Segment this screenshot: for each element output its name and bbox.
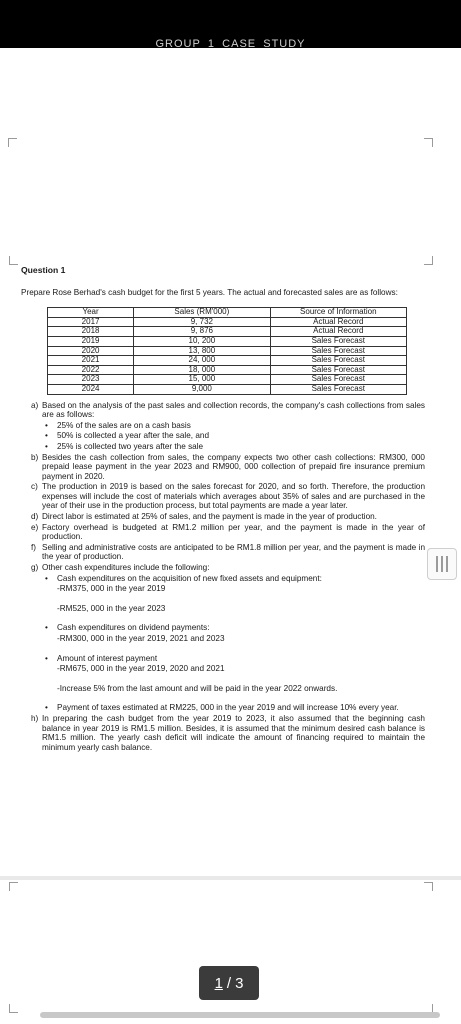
cell-source: Sales Forecast (270, 336, 406, 346)
question-intro: Prepare Rose Berhad's cash budget for the first 5 years. The actual and forecasted sales are as follows: (21, 287, 398, 297)
point-label: f) (31, 542, 37, 552)
cell-source: Sales Forecast (270, 356, 406, 366)
cell-year: 2021 (48, 356, 134, 366)
cell-source: Sales Forecast (270, 375, 406, 385)
bullet-text: 25% of the sales are on a cash basis (57, 420, 191, 430)
cell-sales: 15, 000 (134, 375, 270, 385)
page-1 (0, 48, 461, 264)
crop-mark (424, 256, 433, 265)
cell-sales: 10, 200 (134, 336, 270, 346)
list-item (31, 623, 425, 633)
point-label: c) (31, 482, 38, 492)
sub-item: -RM675, 000 in the year 2019, 2020 and 2021 (57, 664, 225, 674)
assumption-list (21, 401, 425, 753)
crop-mark (9, 1004, 18, 1013)
point-text: The production in 2019 is based on the sales forecast for 2020, and so forth. Therefore, the production expenses will include the cost of materials which averages about 35% of sales and are purchased in the year of their use in the production process, but total payments are made a year later. (42, 482, 425, 511)
crop-mark (9, 256, 18, 265)
page-separator: / (226, 974, 232, 992)
point-b (31, 453, 425, 482)
question-title: Question 1 (21, 265, 66, 275)
cell-source: Sales Forecast (270, 365, 406, 375)
cell-sales: 13, 800 (134, 346, 270, 356)
crop-mark (9, 882, 18, 891)
list-item (31, 431, 425, 441)
page-3 (0, 880, 461, 1024)
point-text: Selling and administrative costs are anticipated to be RM1.8 million per year, and the payment is made in the year of production. (42, 542, 425, 562)
cell-year: 2019 (48, 336, 134, 346)
point-label: d) (31, 512, 39, 522)
cell-year: 2017 (48, 317, 134, 327)
point-g (31, 563, 425, 573)
table-row (48, 336, 407, 346)
table-row (48, 384, 407, 394)
top-bar (0, 0, 461, 48)
bullet-icon: • (45, 703, 48, 713)
cell-year: 2020 (48, 346, 134, 356)
list-item (31, 574, 425, 584)
sales-table (47, 307, 407, 394)
bullet-text: 50% is collected a year after the sale, and (57, 431, 210, 441)
point-label: b) (31, 452, 39, 462)
question-content (21, 266, 425, 753)
cell-year: 2023 (48, 375, 134, 385)
point-text: Factory overhead is budgeted at RM1.2 million per year, and the payment is made in the year of production. (42, 522, 425, 542)
table-row (48, 375, 407, 385)
point-d (31, 512, 425, 522)
bullet-text: Cash expenditures on dividend payments: (57, 623, 210, 633)
cell-source: Sales Forecast (270, 346, 406, 356)
sub-item: -RM525, 000 in the year 2023 (57, 603, 166, 613)
header-source: Source of Information (270, 308, 406, 318)
cell-sales: 24, 000 (134, 356, 270, 366)
bullet-icon: • (45, 420, 48, 430)
point-label: g) (31, 563, 39, 573)
cell-source: Actual Record (270, 327, 406, 337)
list-item (31, 421, 425, 431)
page-indicator[interactable] (199, 966, 259, 1000)
cell-sales: 9,000 (134, 384, 270, 394)
list-item (31, 442, 425, 452)
cell-sales: 18, 000 (134, 365, 270, 375)
list-item (31, 654, 425, 664)
point-label: e) (31, 522, 39, 532)
bullet-icon: • (45, 431, 48, 441)
table-row (48, 356, 407, 366)
bullet-icon: • (45, 623, 48, 633)
bullet-text: Amount of interest payment (57, 653, 158, 663)
cell-source: Actual Record (270, 317, 406, 327)
horizontal-scrollbar[interactable] (40, 1012, 440, 1018)
bullet-text: Payment of taxes estimated at RM225, 000 in the year 2019 and will increase 10% every year. (57, 703, 399, 713)
current-page: 1 (214, 974, 223, 992)
cell-sales: 9, 732 (134, 317, 270, 327)
document-title: GROUP_1_CASE_STUDY (155, 38, 306, 48)
point-text: Other cash expenditures include the following: (42, 563, 210, 573)
cell-year: 2018 (48, 327, 134, 337)
page-2 (0, 256, 461, 876)
bullet-icon: • (45, 573, 48, 583)
bullet-text: 25% is collected two years after the sale (57, 441, 204, 451)
point-a (31, 401, 425, 420)
point-text: In preparing the cash budget from the year 2019 to 2023, it also assumed that the beginning cash balance in year 2019 is RM1.5 million. Besides, it is assumed that the minimum desired cash balance is RM1.5 million. The yearly cash deficit will indicate the amount of financing required to maintain the minimum yearly cash balance. (42, 713, 425, 752)
point-c (31, 482, 425, 511)
table-header-row (48, 308, 407, 318)
scroll-handle[interactable] (427, 548, 457, 580)
cell-source: Sales Forecast (270, 384, 406, 394)
sub-item: -RM375, 000 in the year 2019 (57, 584, 166, 594)
header-sales: Sales (RM'000) (134, 308, 270, 318)
list-item (31, 703, 425, 713)
crop-mark (424, 138, 433, 147)
cell-sales: 9, 876 (134, 327, 270, 337)
header-year: Year (48, 308, 134, 318)
crop-mark (8, 138, 17, 147)
sub-item: -Increase 5% from the last amount and will be paid in the year 2022 onwards. (57, 683, 338, 693)
point-text: Besides the cash collection from sales, the company expects two other cash collections: RM300, 000 prepaid lease payment in the year 2023 and RM900, 000 collection of prepaid fire insurance premium payment in 2020. (42, 452, 425, 481)
point-label: h) (31, 713, 39, 723)
point-h (31, 714, 425, 752)
bullet-text: Cash expenditures on the acquisition of new fixed assets and equipment: (57, 573, 322, 583)
bullet-icon: • (45, 653, 48, 663)
point-text: Direct labor is estimated at 25% of sales, and the payment is made in the year of production. (42, 512, 377, 522)
point-e (31, 523, 425, 542)
sub-item: -RM300, 000 in the year 2019, 2021 and 2023 (57, 634, 225, 643)
bullet-icon: • (45, 441, 48, 451)
point-text: Based on the analysis of the past sales and collection records, the company's cash collections from sales are as follows: (42, 400, 425, 420)
point-label: a) (31, 400, 39, 410)
cell-year: 2022 (48, 365, 134, 375)
cell-year: 2024 (48, 384, 134, 394)
crop-mark (424, 882, 433, 891)
point-f (31, 543, 425, 562)
total-pages: 3 (235, 974, 244, 992)
